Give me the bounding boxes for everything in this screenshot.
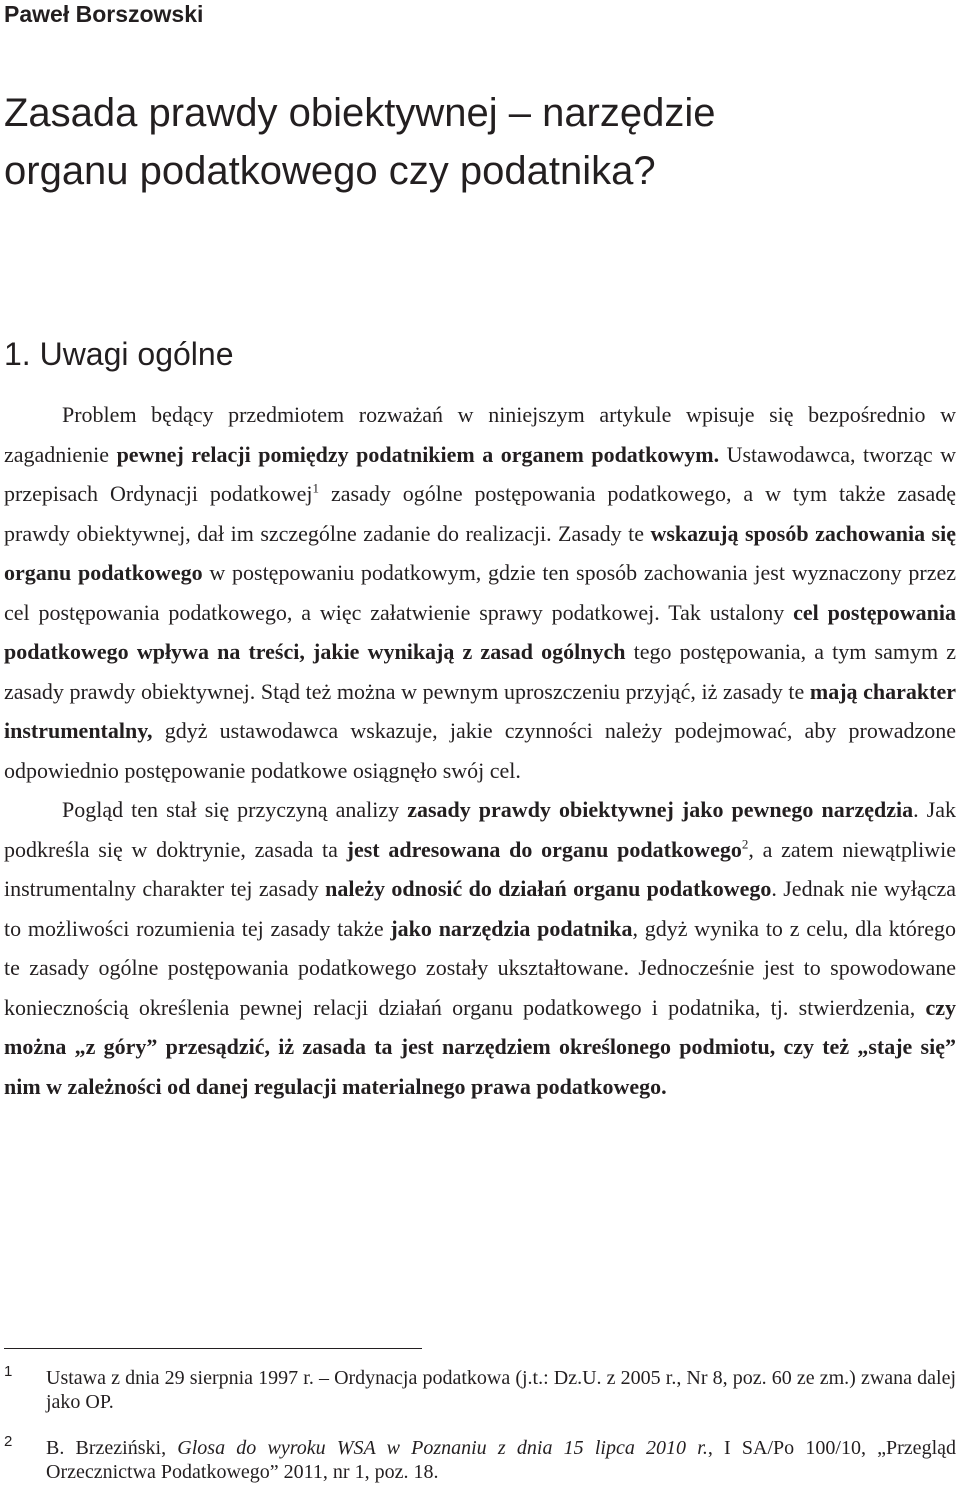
p2-text-5: , gdyż wynika to z celu, dla którego te zasady ogólne postępowania podatkowego zostały ukształtowane. Jednocześnie jest to spowodowane koniecznością określenia pewnej relacji działań organu podatkowego i podatnika, tj. stwierdzenia,: [4, 915, 956, 1020]
p1-text-2: Ustawodawca, tworząc w przepisach Ordynacji podatkowej: [4, 441, 956, 506]
title-line-2: organu podatkowego czy podatnika?: [4, 149, 656, 193]
footnote-number: 2: [4, 1433, 13, 1450]
p1-text-5: tego postępowania, a tym samym z zasady prawdy obiektywnej. Stąd też można w pewnym uproszczeniu przyjąć, iż zasady te: [4, 639, 956, 704]
footnote-text-source: , I SA/Po 100/10, „Przegląd Orzecznictwa Podatkowego” 2011, nr 1, poz. 18.: [46, 1437, 956, 1483]
p1-text-6: gdyż ustawodawca wskazuje, jakie czynności należy podejmować, aby prowadzone odpowiednio postępowanie podatkowe osiągnęło swój cel.: [4, 718, 956, 783]
footnote-divider: [4, 1348, 422, 1349]
p1-bold-3: cel postępowania podatkowego wpływa na treści, jakie wynikają z zasad ogólnych: [4, 599, 956, 664]
p2-text-4: . Jednak nie wyłącza to możliwości rozumienia tej zasady także: [4, 876, 957, 941]
p2-text-1: Pogląd ten stał się przyczyną analizy: [62, 797, 408, 822]
paragraph-1: [4, 395, 956, 790]
footnote-text-author: B. Brzeziński,: [46, 1437, 178, 1459]
footnote-text: Ustawa z dnia 29 sierpnia 1997 r. – Ordynacja podatkowa (j.t.: Dz.U. z 2005 r., Nr 8, poz. 60 ze zm.) zwana dalej jako OP.: [46, 1367, 956, 1413]
paragraph-2: [4, 790, 956, 1106]
footnote-2: [4, 1433, 956, 1484]
p2-bold-3: należy odnosić do działań organu podatkowego: [325, 876, 772, 901]
article-title: [4, 84, 944, 200]
p1-text-1: Problem będący przedmiotem rozważań w niniejszym artykule wpisuje się bezpośrednio w zagadnienie: [4, 402, 956, 467]
p2-bold-5: czy można „z góry” przesądzić, iż zasada ta jest narzędziem określonego podmiotu, czy też „staje się” nim w zależności od danej regulacji materialnego prawa podatkowego.: [4, 994, 956, 1099]
author-name: Paweł Borszowski: [4, 1, 204, 27]
p2-bold-1: zasady prawdy obiektywnej jako pewnego narzędzia: [407, 797, 914, 822]
p1-bold-2: wskazują sposób zachowania się organu podatkowego: [4, 520, 956, 585]
footnote-1: [4, 1363, 956, 1414]
footnotes: [4, 1363, 956, 1506]
p1-text-4: w postępowaniu podatkowym, gdzie ten sposób zachowania jest wyznaczony przez cel postępowania podatkowego, a więc załatwienie sprawy podatkowej. Tak ustalony: [4, 560, 956, 625]
p2-bold-4: jako narzędzia podatnika: [390, 915, 633, 941]
p1-text-3: zasady ogólne postępowania podatkowego, a w tym także zasadę prawdy obiektywnej, dał im szczególne zadanie do realizacji. Zasady te: [4, 481, 956, 546]
p2-text-3: , a zatem niewątpliwie instrumentalny charakter tej zasady: [4, 836, 957, 901]
p1-bold-4: mają charakter instrumentalny,: [4, 678, 956, 743]
article-body: [4, 395, 956, 1106]
title-line-1: Zasada prawdy obiektywnej – narzędzie: [4, 91, 716, 135]
footnote-number: 1: [4, 1363, 13, 1380]
footnote-ref-1[interactable]: 1: [312, 480, 320, 496]
p2-bold-2: jest adresowana do organu podatkowego: [346, 836, 742, 862]
section-heading: 1. Uwagi ogólne: [4, 336, 234, 372]
footnote-text-title: Glosa do wyroku WSA w Poznaniu z dnia 15 lipca 2010 r.: [177, 1437, 708, 1459]
p1-bold-1: pewnej relacji pomiędzy podatnikiem a organem podatkowym.: [116, 441, 720, 467]
footnote-ref-2[interactable]: 2: [741, 836, 749, 852]
p2-text-2: . Jak podkreśla się w doktrynie, zasada ta: [4, 797, 956, 862]
